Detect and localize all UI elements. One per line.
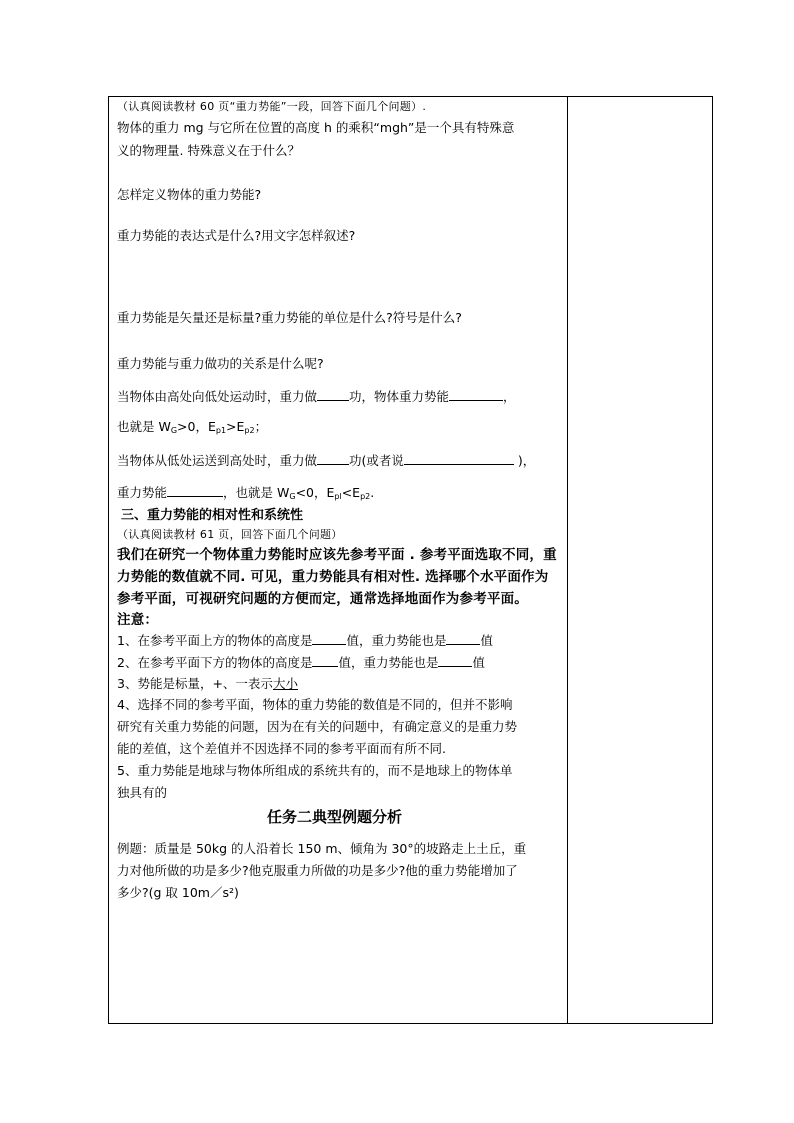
example-line3: 多少?(g 取 10m／s²) bbox=[117, 885, 239, 900]
text: ； bbox=[254, 419, 268, 434]
text: <0，E bbox=[295, 485, 335, 500]
section-3-note: （认真阅读教材 61 页，回答下面几个问题） bbox=[117, 528, 343, 541]
reading-note: （认真阅读教材 60 页“重力势能”一段，回答下面几个问题）. bbox=[117, 100, 427, 113]
text: 值 bbox=[480, 633, 493, 648]
text: 3、势能是标量，+、一表示 bbox=[117, 676, 273, 691]
text: 重力势能 bbox=[117, 485, 168, 500]
text: 值 bbox=[472, 655, 485, 670]
subscript: pl bbox=[334, 492, 342, 501]
question-mgh-line2: 义的物理量. 特殊意义在于什么？ bbox=[117, 143, 300, 158]
note-item-3 bbox=[117, 676, 298, 692]
fill-up-line2 bbox=[117, 484, 374, 501]
note-item-5-line2: 独具有的 bbox=[117, 785, 168, 800]
fill-down-line1 bbox=[117, 388, 516, 405]
note-item-5-line1: 5、重力势能是地球与物体所组成的系统共有的，而不是地球上的物体单 bbox=[117, 763, 513, 778]
subscript: p2 bbox=[360, 492, 371, 501]
text: <E bbox=[341, 485, 361, 500]
subscript: G bbox=[170, 426, 178, 435]
text: 当物体从低处运送到高处时，重力做 bbox=[117, 453, 318, 468]
question-mgh-line1: 物体的重力 mg 与它所在位置的高度 h 的乘积“mgh”是一个具有特殊意 bbox=[117, 120, 515, 135]
text: )， bbox=[513, 453, 536, 468]
text: 值，重力势能也是 bbox=[338, 655, 439, 670]
task-2-title: 任务二典型例题分析 bbox=[267, 808, 403, 826]
answer-blank[interactable] bbox=[446, 632, 480, 645]
text: 也就是 W bbox=[117, 419, 171, 434]
subscript: p1 bbox=[215, 426, 227, 435]
text: 功(或者说 bbox=[349, 453, 404, 468]
section-3-title: 三、重力势能的相对性和系统性 bbox=[121, 508, 304, 523]
text: 值，重力势能也是 bbox=[346, 633, 447, 648]
text: ， bbox=[503, 389, 516, 404]
note-item-4-line1: 4、选择不同的参考平面，物体的重力势能的数值是不同的，但并不影响 bbox=[117, 697, 513, 712]
note-item-4-line3: 能的差值，这个差值并不因选择不同的参考平面而有所不同. bbox=[117, 741, 446, 756]
worksheet-table bbox=[108, 96, 713, 1024]
answer-blank[interactable] bbox=[317, 452, 349, 465]
question-vector-scalar: 重力势能是矢量还是标量?重力势能的单位是什么?符号是什么? bbox=[117, 310, 462, 325]
question-expression: 重力势能的表达式是什么?用文字怎样叙述? bbox=[117, 228, 356, 243]
answer-blank[interactable] bbox=[167, 484, 223, 497]
answer-blank[interactable] bbox=[449, 388, 503, 401]
fill-down-line2 bbox=[117, 419, 267, 435]
example-line2: 力对他所做的功是多少?他克服重力所做的功是多少?他的重力势能增加了 bbox=[117, 863, 518, 878]
underlined-text: 大小 bbox=[272, 676, 298, 691]
subscript: G bbox=[289, 492, 296, 501]
relativity-paragraph-line2: 力势能的数值就不同. 可见，重力势能具有相对性. 选择哪个水平面作为 bbox=[117, 569, 549, 585]
fill-up-line1 bbox=[117, 452, 535, 469]
subscript: p2 bbox=[244, 426, 255, 435]
text: 2、在参考平面下方的物体的高度是 bbox=[117, 655, 313, 670]
example-line1: 例题：质量是 50kg 的人沿着长 150 m、倾角为 30°的坡路走上土丘，重 bbox=[117, 841, 527, 856]
question-relation: 重力势能与重力做功的关系是什么呢? bbox=[117, 356, 324, 371]
answer-blank[interactable] bbox=[317, 388, 349, 401]
text: 当物体由高处向低处运动时，重力做 bbox=[117, 389, 318, 404]
answer-blank[interactable] bbox=[312, 632, 346, 645]
relativity-paragraph-line3: 参考平面，可视研究问题的方便而定，通常选择地面作为参考平面。 bbox=[117, 591, 528, 607]
text: ，也就是 W bbox=[223, 485, 290, 500]
text: >E bbox=[226, 419, 245, 434]
text: 功，物体重力势能 bbox=[349, 389, 450, 404]
text: 1、在参考平面上方的物体的高度是 bbox=[117, 633, 313, 648]
relativity-paragraph-line1: 我们在研究一个物体重力势能时应该先参考平面 . 参考平面选取不同，重 bbox=[117, 547, 557, 563]
text: . bbox=[370, 485, 375, 500]
answer-blank[interactable] bbox=[312, 654, 338, 667]
note-item-2 bbox=[117, 654, 485, 671]
column-divider bbox=[567, 97, 568, 1023]
answer-blank[interactable] bbox=[404, 452, 514, 465]
answer-blank[interactable] bbox=[438, 654, 472, 667]
attention-label: 注意： bbox=[117, 612, 159, 628]
question-define: 怎样定义物体的重力势能? bbox=[117, 187, 262, 202]
note-item-4-line2: 研究有关重力势能的问题，因为在有关的问题中，有确定意义的是重力势 bbox=[117, 719, 518, 734]
note-item-1 bbox=[117, 632, 493, 649]
text: >0，E bbox=[177, 419, 216, 434]
